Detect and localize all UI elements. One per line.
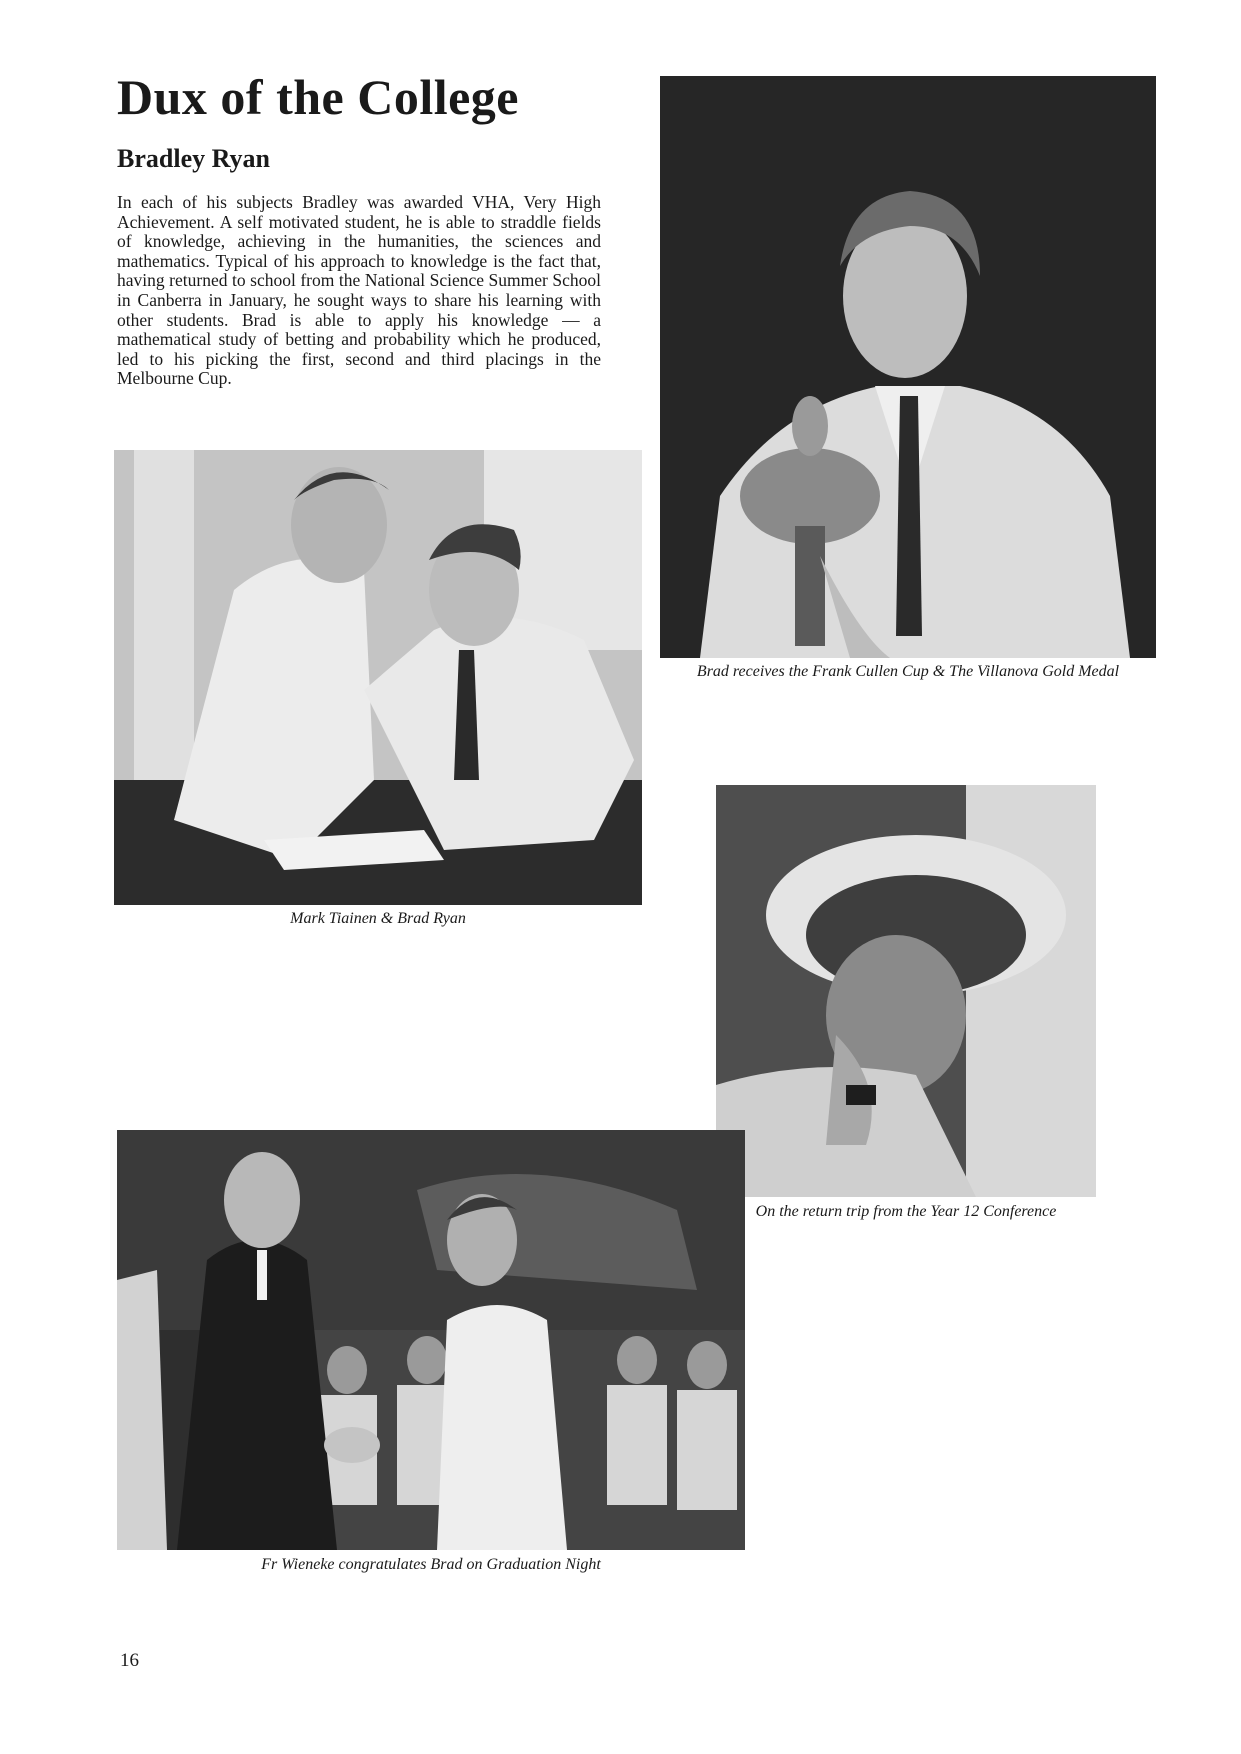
caption-hat: On the return trip from the Year 12 Conference	[755, 1203, 1057, 1220]
page-title: Dux of the College	[117, 69, 519, 125]
photo-cup	[660, 76, 1156, 658]
page-number: 16	[120, 1650, 139, 1671]
photo-study	[114, 450, 642, 905]
caption-graduation: Fr Wieneke congratulates Brad on Graduation Night	[261, 1556, 601, 1573]
caption-study: Mark Tiainen & Brad Ryan	[290, 910, 466, 927]
photo-hat	[716, 785, 1096, 1197]
article-subtitle: Bradley Ryan	[117, 144, 270, 173]
article-body: In each of his subjects Bradley was awarded VHA, Very High Achievement. A self motivated student, he is able to straddle fields of knowledge, achieving in the humanities, the sciences and mathematics. Typical of his approach to knowledge is the fact that, having returned to school from the National Science Summer School in Canberra in January, he sought ways to share his learning with other students. Brad is able to apply his knowledge — a mathematical study of betting and probability which he produced, led to his picking the first, second and third placings in the Melbourne Cup.	[117, 192, 601, 389]
caption-cup: Brad receives the Frank Cullen Cup & The Villanova Gold Medal	[696, 663, 1120, 680]
photo-graduation	[117, 1130, 745, 1550]
